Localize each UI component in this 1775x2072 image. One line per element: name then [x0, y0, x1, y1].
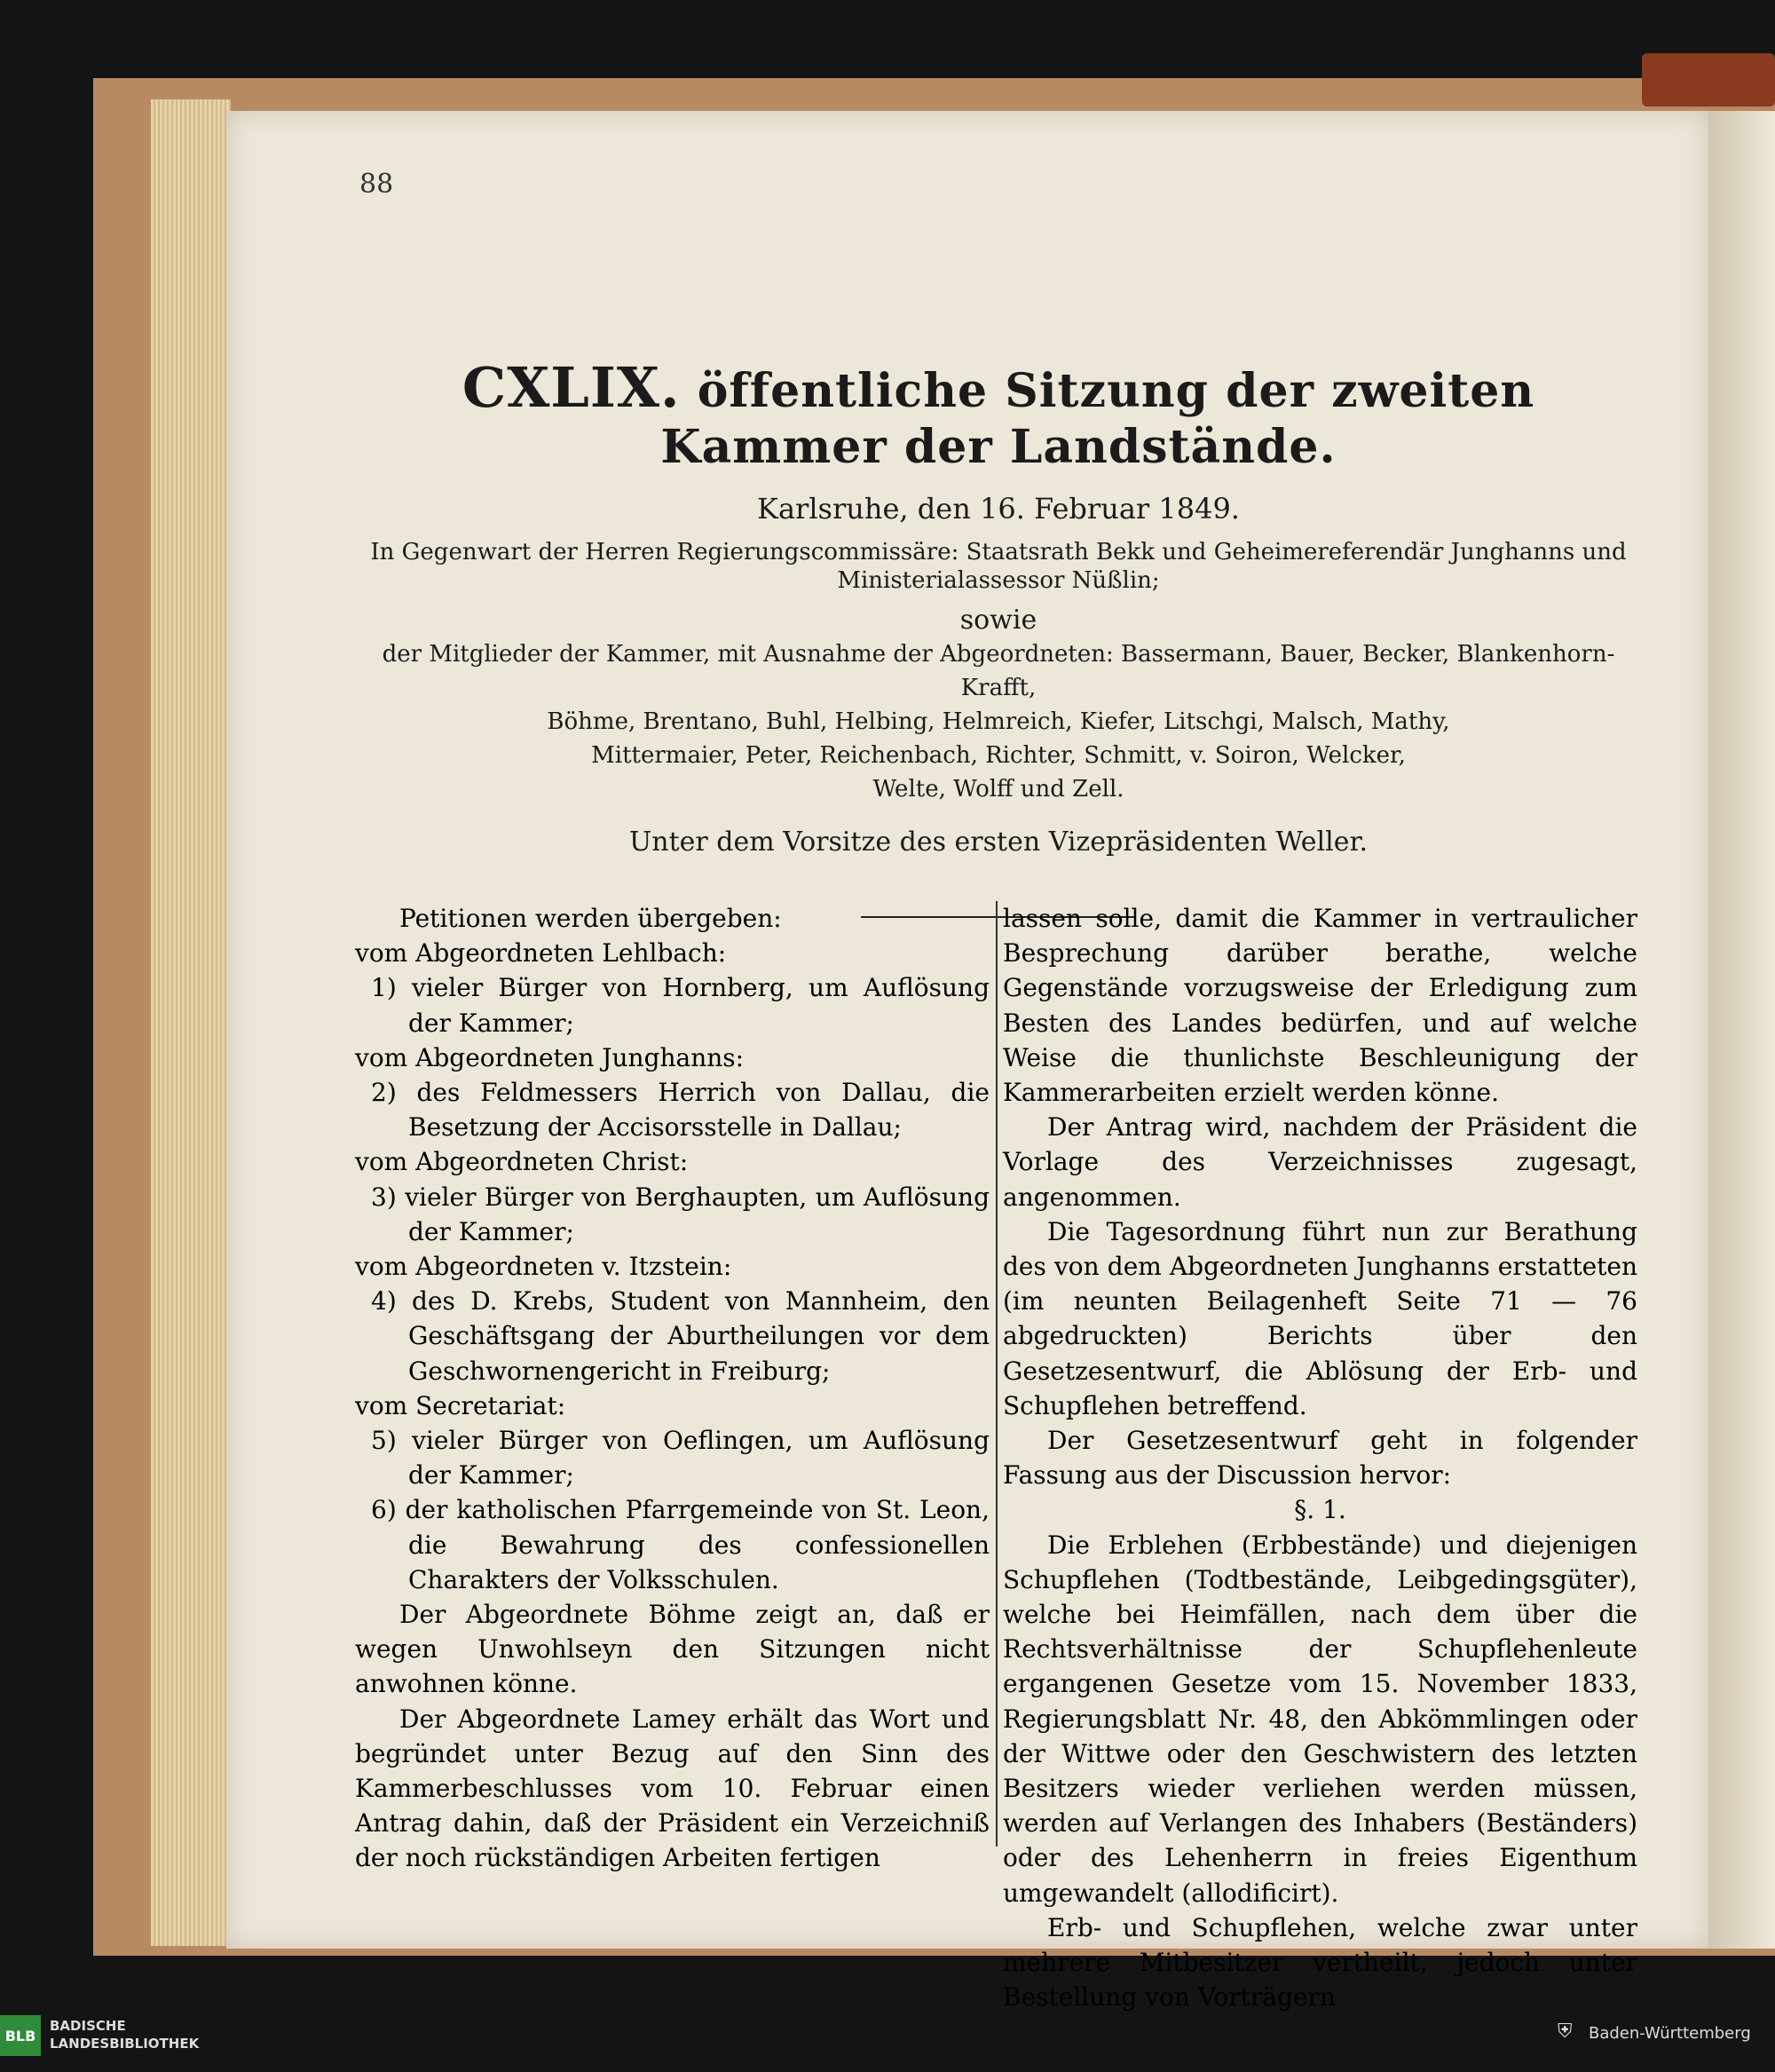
document-header [355, 355, 1642, 934]
petition-item: 2) des Feldmessers Herrich von Dallau, die Besetzung der Accisorsstelle in Dallau; [371, 1078, 990, 1143]
section-heading: §. 1. [1294, 1495, 1346, 1525]
coat-of-arms-icon: ⛨ [1558, 2021, 1573, 2043]
members-line: der Mitglieder der Kammer, mit Ausnahme der Abgeordneten: Bassermann, Bauer, Becker, Blankenhorn-Krafft, [382, 641, 1615, 701]
blb-logo[interactable]: BLB [0, 2015, 41, 2056]
book-ribbon [1642, 53, 1775, 107]
petition-item: 6) der katholischen Pfarrgemeinde von St. Leon, die Bewahrung des confessionellen Charakters der Volksschulen. [371, 1495, 990, 1594]
paragraph: vom Abgeordneten v. Itzstein: [355, 1252, 732, 1282]
petition-item: 4) des D. Krebs, Student von Mannheim, den Geschäftsgang der Aburtheilungen vor dem Geschwornengericht in Freiburg; [371, 1286, 990, 1386]
paragraph: Der Antrag wird, nachdem der Präsident die Vorlage des Verzeichnisses zugesagt, angenommen. [1003, 1112, 1637, 1212]
paragraph: Der Gesetzesentwurf geht in folgender Fassung aus der Discussion hervor: [1003, 1426, 1637, 1491]
government-attendance: In Gegenwart der Herren Regierungscommissäre: Staatsrath Bekk und Geheimereferendär Junghanns und Ministerialassessor Nüßlin; [370, 539, 1627, 594]
body-columns [355, 901, 1642, 2013]
blb-name-line: LANDESBIBLIOTHEK [50, 2036, 200, 2052]
paragraph: lassen solle, damit die Kammer in vertraulicher Besprechung darüber berathe, welche Gegenstände vorzugsweise der Erledigung zum Besten des Landes bedürfen, und auf welche Weise die thunlichste Beschleunigung der Kammerarbeiten erzielt werden könne. [1003, 904, 1637, 1108]
members-line: Mittermaier, Peter, Reichenbach, Richter, Schmitt, v. Soiron, Welcker, [591, 742, 1406, 769]
members-list [355, 637, 1642, 806]
sowie-text: sowie [959, 605, 1037, 636]
petition-item: 3) vieler Bürger von Berghaupten, um Auflösung der Kammer; [371, 1182, 990, 1246]
chair-line: Unter dem Vorsitze des ersten Vizepräsidenten Weller. [628, 826, 1369, 858]
paragraph: vom Abgeordneten Lehlbach: [355, 938, 727, 969]
column-divider [996, 901, 998, 1847]
petition-item: 5) vieler Bürger von Oeflingen, um Auflösung der Kammer; [371, 1426, 990, 1491]
paragraph: Der Abgeordnete Böhme zeigt an, daß er wegen Unwohlseyn den Sitzungen nicht anwohnen könne. [355, 1600, 990, 1699]
paragraph: Die Tagesordnung führt nun zur Berathung des von dem Abgeordneten Junghanns erstatteten (im neunten Beilagenheft Seite 71 — 76 abgedruckten) Berichts über den Gesetzesentwurf, die Ablösung der Erb- und Schupflehen betreffend. [1003, 1216, 1637, 1420]
session-title [355, 355, 1642, 474]
left-column [355, 901, 990, 1876]
session-number: CXLIX. [462, 355, 681, 420]
blb-name [50, 2017, 199, 2052]
blb-name-line: BADISCHE [50, 2018, 126, 2034]
members-line: Welte, Wolff und Zell. [872, 776, 1124, 803]
paragraph: Der Abgeordnete Lamey erhält das Wort und begründet unter Bezug auf den Sinn des Kammerbeschlusses vom 10. Februar einen Antrag dahin, daß der Präsident ein Verzeichniß der noch rückständigen Arbeiten fertigen [355, 1704, 990, 1873]
paragraph: vom Abgeordneten Christ: [355, 1147, 689, 1177]
paragraph: vom Secretariat: [355, 1390, 566, 1420]
dateline: Karlsruhe, den 16. Februar 1849. [757, 492, 1240, 526]
session-title-text: öffentliche Sitzung der zweiten Kammer der Landstände. [660, 364, 1535, 474]
paragraph: vom Abgeordneten Junghanns: [355, 1042, 745, 1072]
bw-logo-text[interactable]: Baden-Württemberg [1589, 2024, 1751, 2043]
facing-page-edge [1708, 111, 1775, 1949]
page-edges [151, 99, 231, 1946]
paragraph: Petitionen werden übergeben: [399, 904, 782, 933]
paragraph: Die Erblehen (Erbbestände) und diejenigen Schupflehen (Todtbestände, Leibgedingsgüter), welche bei Heimfällen, nach dem über die Rechtsverhältnisse der Schupflehenleute ergangenen Gesetze vom 15. November 1833, Regierungsblatt Nr. 48, den Abkömmlingen oder der Wittwe oder den Geschwistern des letzten Besitzers wieder verliehen werden müssen, werden auf Verlangen des Inhabers (Beständers) oder des Lehenherrn in freies Eigenthum umgewandelt (allodificirt). [1003, 1530, 1637, 1908]
members-line: Böhme, Brentano, Buhl, Helbing, Helmreich, Kiefer, Litschgi, Malsch, Mathy, [547, 708, 1450, 735]
petition-item: 1) vieler Bürger von Hornberg, um Auflösung der Kammer; [371, 973, 990, 1038]
right-column [1003, 901, 1637, 2015]
page-number: 88 [359, 169, 394, 200]
paragraph: Erb- und Schupflehen, welche zwar unter mehrere Mitbesitzer vertheilt, jedoch unter Bestellung von Vorträgern [1003, 1912, 1637, 2013]
